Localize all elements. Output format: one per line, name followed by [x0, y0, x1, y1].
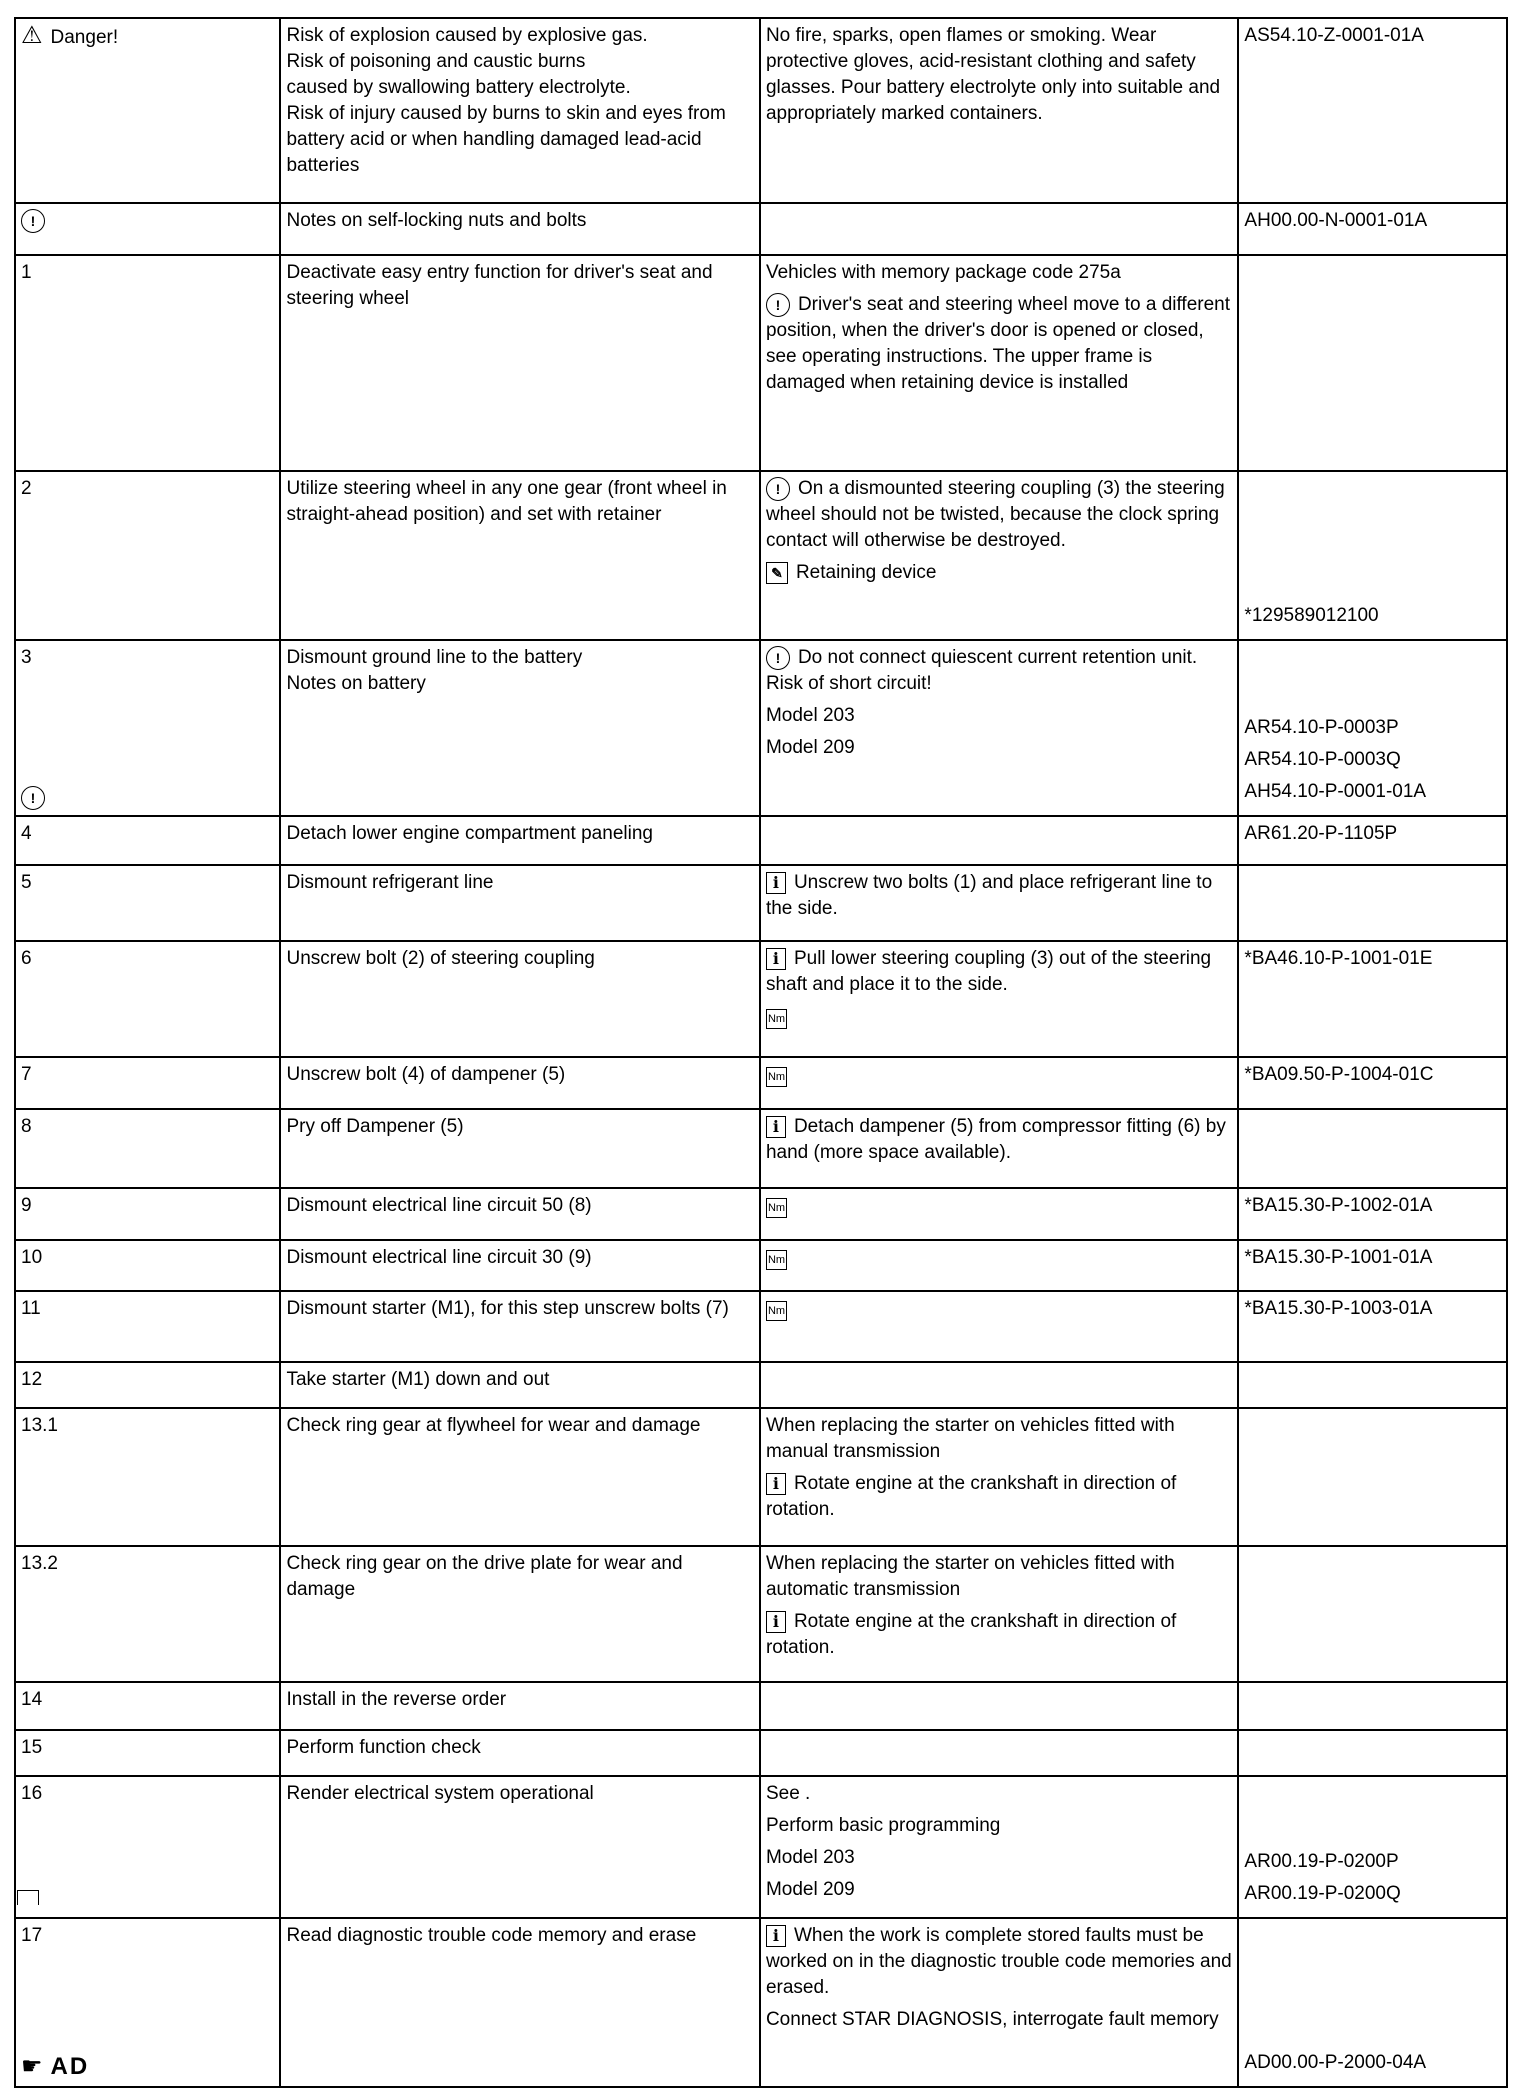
action-content [286, 1687, 753, 1713]
note-text: Connect STAR DIAGNOSIS, interrogate fault memory [765, 2009, 1219, 2030]
note-block [766, 23, 1232, 127]
reference-cell [1238, 941, 1507, 1057]
step-top [21, 1193, 274, 1219]
reference-cell [1238, 1362, 1507, 1408]
note-block [766, 1114, 1232, 1166]
note-icon: ! [21, 786, 45, 810]
step-top [21, 1367, 274, 1393]
note-text: When the work is complete stored faults must be worked on in the diagnostic trouble code memories and erased. [765, 1925, 1232, 1998]
action-cell [280, 1240, 759, 1291]
step-bottom [21, 785, 274, 811]
action-text: Pry off Dampener (5) [286, 1116, 464, 1137]
note-block [766, 1845, 1232, 1871]
pointing-hand-icon: ☛ [21, 2053, 43, 2080]
action-cell [280, 471, 759, 640]
step-cell [15, 1240, 280, 1291]
step-number: 8 [21, 1116, 32, 1137]
step-top [21, 1923, 274, 1949]
reference-link[interactable]: *129589012100 [1244, 605, 1379, 626]
action-cell [280, 1362, 759, 1408]
step-cell [15, 1682, 280, 1730]
action-content [286, 1193, 753, 1219]
step-cell [15, 255, 280, 471]
step-cell [15, 1057, 280, 1109]
note-block [766, 1062, 1232, 1088]
note-text: Pull lower steering coupling (3) out of the steering shaft and place it to the side. [765, 948, 1212, 995]
action-content [286, 1367, 753, 1393]
info-icon: i [766, 1925, 786, 1947]
step-cell [15, 471, 280, 640]
reference-link[interactable]: *BA15.30-P-1003-01A [1244, 1298, 1433, 1319]
step-number: 5 [21, 872, 32, 893]
note-block [766, 735, 1232, 761]
notes-cell [760, 1240, 1238, 1291]
action-content [286, 1735, 753, 1761]
table-row [15, 1109, 1507, 1188]
step-top [21, 476, 274, 502]
note-block [766, 1551, 1232, 1603]
note-text: Model 209 [765, 1879, 855, 1900]
notes-cell [760, 1057, 1238, 1109]
step-top [21, 1735, 274, 1761]
step-content [21, 645, 274, 811]
action-content [286, 1923, 753, 1949]
action-text: Install in the reverse order [286, 1689, 507, 1710]
note-icon: ! [766, 646, 790, 670]
step-cell [15, 1109, 280, 1188]
step-number: 9 [21, 1195, 32, 1216]
notes-cell [760, 1362, 1238, 1408]
step-content [21, 1413, 274, 1541]
note-block [766, 1877, 1232, 1903]
tool-icon: ✎ [766, 562, 788, 584]
step-top [21, 23, 274, 51]
action-cell [280, 1918, 759, 2087]
step-content [21, 1114, 274, 1183]
step-cell [15, 1188, 280, 1240]
info-icon: i [766, 872, 786, 894]
step-content [21, 1551, 274, 1677]
step-content [21, 1367, 274, 1403]
torque-icon: Nm [766, 1067, 787, 1087]
note-text: Do not connect quiescent current retention unit. Risk of short circuit! [765, 647, 1198, 694]
footer-box [17, 1890, 39, 1905]
action-cell [280, 1291, 759, 1362]
table-row [15, 1291, 1507, 1362]
notes-cell [760, 865, 1238, 941]
step-content [21, 208, 274, 250]
step-top [21, 946, 274, 972]
note-text: When replacing the starter on vehicles fitted with manual transmission [765, 1415, 1175, 1462]
table-row [15, 1362, 1507, 1408]
reference-cell [1238, 1291, 1507, 1362]
reference-cell [1238, 1188, 1507, 1240]
notes-cell [760, 471, 1238, 640]
action-text: Perform function check [286, 1737, 481, 1758]
step-content [21, 821, 274, 860]
step-content [21, 1923, 274, 2082]
action-cell [280, 203, 759, 255]
notes-cell [760, 1776, 1238, 1918]
torque-icon: Nm [766, 1198, 787, 1218]
reference-cell [1238, 1918, 1507, 2087]
reference-link[interactable]: AR61.20-P-1105P [1244, 823, 1398, 844]
step-top [21, 821, 274, 847]
note-block [766, 870, 1232, 922]
action-cell [280, 640, 759, 816]
reference-link[interactable]: *BA46.10-P-1001-01E [1244, 948, 1433, 969]
reference-link[interactable]: *BA15.30-P-1001-01A [1244, 1247, 1433, 1268]
action-cell [280, 1109, 759, 1188]
action-text: Utilize steering wheel in any one gear (front wheel in straight-ahead position) and set with retainer [286, 478, 727, 525]
step-top [21, 1781, 274, 1807]
note-block [766, 1193, 1232, 1219]
notes-cell [760, 1408, 1238, 1546]
table-row [15, 816, 1507, 865]
action-content [286, 821, 753, 847]
note-text: When replacing the starter on vehicles fitted with automatic transmission [765, 1553, 1175, 1600]
notes-cell [760, 1291, 1238, 1362]
action-cell [280, 1057, 759, 1109]
action-text: Check ring gear on the drive plate for wear and damage [286, 1553, 683, 1600]
action-content [286, 645, 753, 697]
notes-cell [760, 1682, 1238, 1730]
note-icon: ! [766, 477, 790, 501]
step-cell [15, 1776, 280, 1918]
table-row [15, 1408, 1507, 1546]
note-block [766, 1923, 1232, 2001]
table-row [15, 865, 1507, 941]
action-cell [280, 1730, 759, 1776]
action-content [286, 260, 753, 312]
torque-icon: Nm [766, 1250, 787, 1270]
action-text: Dismount electrical line circuit 30 (9) [286, 1247, 592, 1268]
step-number: 1 [21, 262, 32, 283]
step-bottom [21, 2054, 274, 2082]
table-row [15, 941, 1507, 1057]
procedure-table [14, 17, 1508, 2088]
note-block [766, 1471, 1232, 1523]
action-text: Dismount starter (M1), for this step unscrew bolts (7) [286, 1298, 729, 1319]
action-cell [280, 1776, 759, 1918]
step-top [21, 1551, 274, 1577]
notes-cell [760, 1918, 1238, 2087]
reference-cell [1238, 1240, 1507, 1291]
table-row [15, 1682, 1507, 1730]
step-cell [15, 1362, 280, 1408]
note-text: Model 203 [765, 1847, 855, 1868]
note-block [766, 1296, 1232, 1322]
note-block [766, 1609, 1232, 1661]
table-row [15, 471, 1507, 640]
action-text: Deactivate easy entry function for driver's seat and steering wheel [286, 262, 713, 309]
step-content [21, 1781, 274, 1913]
step-content [21, 946, 274, 1052]
note-block [766, 1004, 1232, 1030]
table-row [15, 1918, 1507, 2087]
reference-link[interactable]: AH00.00-N-0001-01A [1244, 210, 1428, 231]
action-text: caused by swallowing battery electrolyte. [286, 77, 631, 98]
action-content [286, 1245, 753, 1271]
step-top [21, 870, 274, 896]
action-text: Render electrical system operational [286, 1783, 594, 1804]
ad-label: AD [50, 2053, 90, 2080]
note-text: Perform basic programming [765, 1815, 1001, 1836]
table-row [15, 1240, 1507, 1291]
notes-cell [760, 816, 1238, 865]
action-cell [280, 816, 759, 865]
step-content [21, 1193, 274, 1235]
step-top [21, 1413, 274, 1439]
reference-link[interactable]: AR54.10-P-0003P [1244, 717, 1399, 738]
note-block [766, 292, 1232, 396]
action-cell [280, 941, 759, 1057]
step-number: 10 [21, 1247, 43, 1268]
action-cell [280, 18, 759, 203]
action-cell [280, 865, 759, 941]
reference-cell [1238, 255, 1507, 471]
action-text: Check ring gear at flywheel for wear and damage [286, 1415, 701, 1436]
info-icon: i [766, 1116, 786, 1138]
reference-cell [1238, 1730, 1507, 1776]
action-content [286, 208, 753, 234]
table-row [15, 1546, 1507, 1682]
step-number: Danger! [50, 27, 119, 48]
info-icon: i [766, 1473, 786, 1495]
action-content [286, 946, 753, 972]
reference-cell [1238, 1408, 1507, 1546]
note-text: See . [765, 1783, 811, 1804]
note-text: Unscrew two bolts (1) and place refrigerant line to the side. [765, 872, 1213, 919]
step-content [21, 23, 274, 198]
step-top [21, 645, 274, 671]
note-block [766, 2007, 1232, 2033]
notes-cell [760, 203, 1238, 255]
reference-cell [1238, 471, 1507, 640]
reference-link[interactable]: AR54.10-P-0003Q [1244, 749, 1401, 770]
note-block [766, 645, 1232, 697]
note-text: On a dismounted steering coupling (3) the steering wheel should not be twisted, because the clock spring contact will otherwise be destroyed. [765, 478, 1225, 551]
reference-cell [1238, 1057, 1507, 1109]
step-number: 11 [21, 1298, 41, 1319]
step-number: 2 [21, 478, 32, 499]
action-text: Risk of injury caused by burns to skin and eyes from battery acid or when handling damaged lead-acid batteries [286, 103, 726, 176]
action-cell [280, 1682, 759, 1730]
warning-icon: ⚠ [21, 22, 43, 49]
action-content [286, 1114, 753, 1140]
step-number: 17 [21, 1925, 43, 1946]
step-cell [15, 1730, 280, 1776]
action-content [286, 476, 753, 528]
info-icon: i [766, 948, 786, 970]
action-content [286, 1062, 753, 1088]
step-top [21, 1245, 274, 1271]
note-icon: ! [766, 293, 790, 317]
step-cell [15, 1291, 280, 1362]
action-text: Read diagnostic trouble code memory and erase [286, 1925, 697, 1946]
note-block [766, 1245, 1232, 1271]
action-cell [280, 1408, 759, 1546]
step-content [21, 870, 274, 936]
note-block [766, 260, 1232, 286]
action-text: Dismount refrigerant line [286, 872, 494, 893]
step-number: 14 [21, 1689, 43, 1710]
step-top [21, 1114, 274, 1140]
step-number: 13.1 [21, 1415, 58, 1436]
step-content [21, 1245, 274, 1286]
note-block [766, 1413, 1232, 1465]
action-text: Risk of poisoning and caustic burns [286, 51, 586, 72]
reference-cell [1238, 1546, 1507, 1682]
notes-cell [760, 640, 1238, 816]
note-block [766, 946, 1232, 998]
table-row [15, 1776, 1507, 1918]
reference-cell [1238, 18, 1507, 203]
notes-cell [760, 1188, 1238, 1240]
table-row [15, 1057, 1507, 1109]
note-icon: ! [21, 209, 45, 233]
note-text: Rotate engine at the crankshaft in direction of rotation. [765, 1611, 1177, 1658]
note-text: Vehicles with memory package code 275a [765, 262, 1121, 283]
step-number: 4 [21, 823, 32, 844]
reference-cell [1238, 203, 1507, 255]
note-text: Rotate engine at the crankshaft in direction of rotation. [765, 1473, 1177, 1520]
action-text: Dismount ground line to the battery [286, 647, 583, 668]
reference-cell [1238, 640, 1507, 816]
reference-cell [1238, 1682, 1507, 1730]
torque-icon: Nm [766, 1301, 787, 1321]
step-content [21, 260, 274, 466]
note-text: Detach dampener (5) from compressor fitting (6) by hand (more space available). [765, 1116, 1226, 1163]
reference-cell [1238, 1776, 1507, 1918]
table-row [15, 640, 1507, 816]
step-content [21, 1296, 274, 1357]
notes-cell [760, 1546, 1238, 1682]
step-cell [15, 640, 280, 816]
table-row [15, 1730, 1507, 1776]
step-number: 6 [21, 948, 32, 969]
action-text: Risk of explosion caused by explosive gas. [286, 25, 648, 46]
action-cell [280, 255, 759, 471]
note-text: No fire, sparks, open flames or smoking. Wear protective gloves, acid-resistant clothing and safety glasses. Pour battery electrolyte only into suitable and appropriately marked containers. [765, 25, 1221, 124]
step-top [21, 1296, 274, 1322]
note-block [766, 560, 1232, 586]
action-content [286, 1296, 753, 1322]
action-content [286, 1413, 753, 1439]
info-icon: i [766, 1611, 786, 1633]
step-top [21, 1062, 274, 1088]
step-cell [15, 1546, 280, 1682]
action-bottom-text: Notes on battery [286, 673, 426, 694]
action-text: Unscrew bolt (4) of dampener (5) [286, 1064, 566, 1085]
note-block [766, 1813, 1232, 1839]
note-block [766, 476, 1232, 554]
step-number: 7 [21, 1064, 32, 1085]
notes-cell [760, 941, 1238, 1057]
reference-cell [1238, 816, 1507, 865]
action-text: Unscrew bolt (2) of steering coupling [286, 948, 595, 969]
step-cell [15, 18, 280, 203]
step-cell [15, 1918, 280, 2087]
action-cell [280, 1546, 759, 1682]
step-number: 16 [21, 1783, 43, 1804]
reference-link[interactable]: *BA15.30-P-1002-01A [1244, 1195, 1433, 1216]
note-text: Model 203 [765, 705, 855, 726]
step-number: 3 [21, 647, 32, 668]
step-content [21, 1735, 274, 1771]
step-cell [15, 816, 280, 865]
step-content [21, 1687, 274, 1725]
table-row [15, 1188, 1507, 1240]
notes-cell [760, 1109, 1238, 1188]
action-text: Dismount electrical line circuit 50 (8) [286, 1195, 592, 1216]
reference-link[interactable]: AR00.19-P-0200P [1244, 1851, 1399, 1872]
step-top [21, 1687, 274, 1713]
note-text: Model 209 [765, 737, 855, 758]
action-content [286, 1551, 753, 1603]
action-content [286, 1781, 753, 1807]
step-cell [15, 203, 280, 255]
note-text: Retaining device [795, 562, 937, 583]
action-cell [280, 1188, 759, 1240]
reference-cell [1238, 1109, 1507, 1188]
step-cell [15, 865, 280, 941]
note-text: Driver's seat and steering wheel move to a different position, when the driver's door is opened or closed, see operating instructions. The upper frame is damaged when retaining device is installed [765, 294, 1231, 393]
reference-link[interactable]: AR00.19-P-0200Q [1244, 1883, 1401, 1904]
step-number: 12 [21, 1369, 43, 1390]
torque-icon: Nm [766, 1009, 787, 1029]
table-row [15, 203, 1507, 255]
step-top [21, 260, 274, 286]
table-row [15, 18, 1507, 203]
reference-cell [1238, 865, 1507, 941]
reference-link[interactable]: AH54.10-P-0001-01A [1244, 781, 1427, 802]
notes-cell [760, 18, 1238, 203]
step-content [21, 476, 274, 635]
notes-cell [760, 255, 1238, 471]
note-block [766, 703, 1232, 729]
reference-link[interactable]: AD00.00-P-2000-04A [1244, 2052, 1427, 2073]
notes-cell [760, 1730, 1238, 1776]
action-text: Notes on self-locking nuts and bolts [286, 210, 587, 231]
action-content [286, 23, 753, 179]
step-cell [15, 1408, 280, 1546]
action-content [286, 870, 753, 896]
reference-link[interactable]: AS54.10-Z-0001-01A [1244, 25, 1424, 46]
action-text: Detach lower engine compartment paneling [286, 823, 653, 844]
note-block [766, 1781, 1232, 1807]
step-number: 15 [21, 1737, 43, 1758]
table-row [15, 255, 1507, 471]
step-content [21, 1062, 274, 1104]
reference-link[interactable]: *BA09.50-P-1004-01C [1244, 1064, 1434, 1085]
action-text: Take starter (M1) down and out [286, 1369, 550, 1390]
step-cell [15, 941, 280, 1057]
step-top [21, 208, 274, 234]
step-number: 13.2 [21, 1553, 58, 1574]
